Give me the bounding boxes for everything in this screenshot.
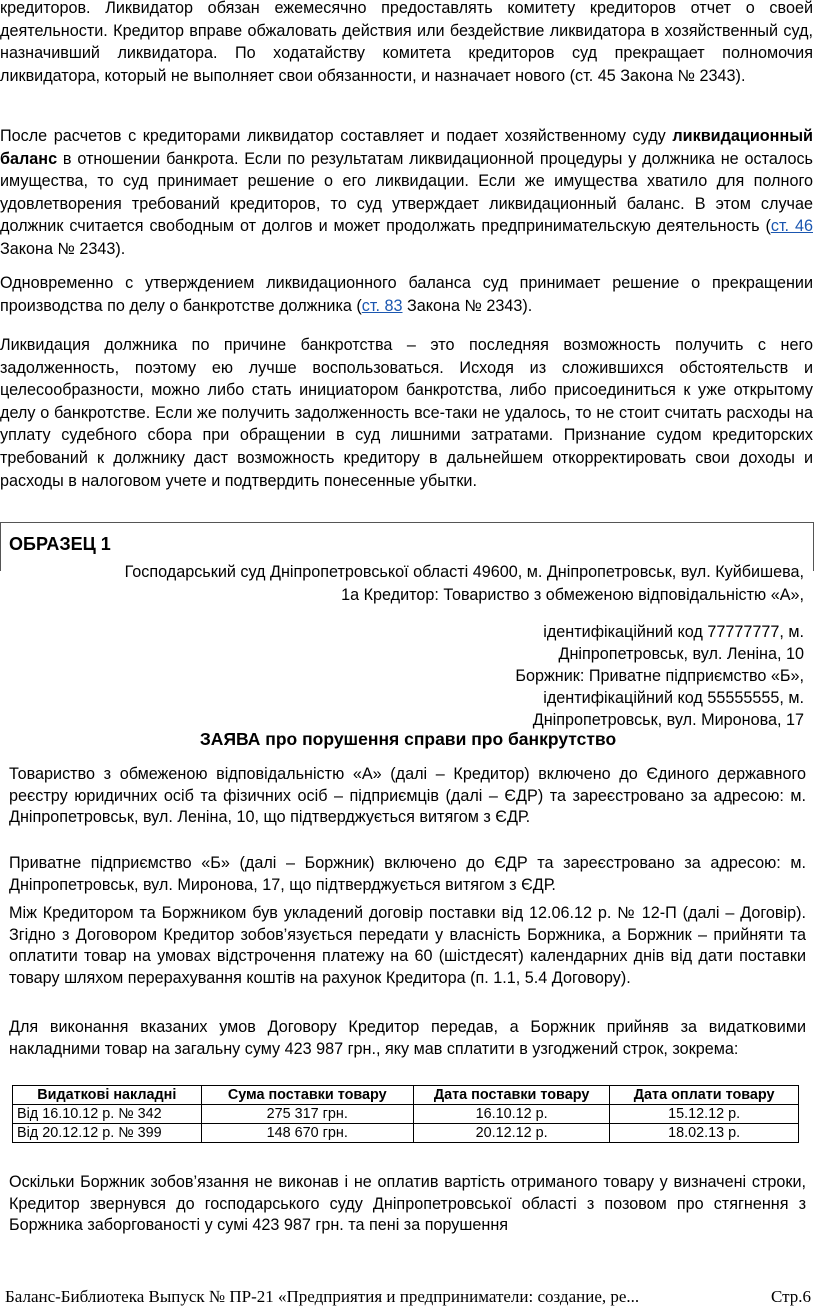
paragraph-text: Одновременно с утверждением ликвидационного баланса суд принимает решение о прекращении производства по делу о банкротстве должника (	[0, 274, 813, 315]
page-number: Стр.6	[770, 1287, 811, 1306]
table-cell: 148 670 грн.	[201, 1124, 413, 1143]
table-row	[13, 1124, 799, 1143]
column-header: Сума поставки товару	[201, 1086, 413, 1105]
application-paragraph-2: Приватне підприємство «Б» (далі – Боржник) включено до ЄДР та зареєстровано за адресою: м. Дніпропетровськ, вул. Миронова, 17, що підтверджується витягом з ЄДР.	[9, 854, 806, 894]
sample-title: ОБРАЗЕЦ 1	[9, 534, 111, 554]
intro-paragraph-3	[0, 272, 813, 317]
intro-paragraph-1: кредиторов. Ликвидатор обязан ежемесячно предоставлять комитету кредиторов отчет о своей деятельности. Кредитор вправе обжаловать действия или бездействие ликвидатора в хозяйственный суд, назначивший ликвидатора. По ходатайству комитета кредиторов суд прекращает полномочия ликвидатора, который не выполняет свои обязанности, и назначает нового (ст. 45 Закона № 2343).	[0, 0, 813, 85]
table-row	[13, 1105, 799, 1124]
application-paragraph-5: Оскільки Боржник зобов’язання не виконав і не оплатив вартість отриманого товару у визначені строки, Кредитор звернувся до господарського суду Дніпропетровської області з позовом про стягнення з Боржника заборгованості у сумі 423 987 грн. та пені за порушення	[9, 1173, 806, 1235]
table-cell: 20.12.12 р.	[413, 1124, 610, 1143]
table-cell: 15.12.12 р.	[610, 1105, 799, 1124]
address-line: Боржник: Приватне підприємство «Б»,	[515, 667, 804, 685]
application-paragraph-3: Між Кредитором та Боржником був укладений договір поставки від 12.06.12 р. № 12-П (далі – Договір). Згідно з Договором Кредитор зобов’язується передати у власність Боржника, а Боржник – прийняти та оплатити товар на умовах відстрочення платежу на 60 (шістдесят) календарних днів від дати поставки товару шляхом перерахування коштів на рахунок Кредитора (п. 1.1, 5.4 Договору).	[9, 904, 806, 987]
application-heading: ЗАЯВА про порушення справи про банкрутство	[199, 729, 617, 749]
address-line: 1а Кредитор: Товариство з обмеженою відповідальністю «А»,	[341, 586, 804, 604]
paragraph-text: После расчетов с кредиторами ликвидатор составляет и подает хозяйственному суду	[0, 127, 673, 145]
column-header: Дата поставки товару	[413, 1086, 610, 1105]
address-line: ідентифікаційний код 77777777, м.	[543, 623, 804, 641]
invoices-table	[12, 1085, 799, 1143]
bold-term: ликвидационный баланс	[0, 127, 813, 168]
law-article-link[interactable]: ст. 46	[770, 217, 813, 236]
column-header: Видаткові накладні	[13, 1086, 202, 1105]
footer-publication: Баланс-Библиотека Выпуск № ПР-21 «Предприятия и предприниматели: создание, ре...	[5, 1287, 640, 1306]
application-paragraph-4: Для виконання вказаних умов Договору Кредитор передав, а Боржник прийняв за видатковими накладними товар на загальну суму 423 987 грн., яку мав сплатити в узгоджений строк, зокрема:	[9, 1018, 806, 1058]
address-line: ідентифікаційний код 55555555, м.	[543, 689, 804, 707]
table-cell: 18.02.13 р.	[610, 1124, 799, 1143]
paragraph-text: Закона № 2343).	[0, 239, 126, 258]
law-article-link[interactable]: ст. 83	[361, 296, 403, 315]
page-footer	[5, 1287, 811, 1307]
table-cell: Від 16.10.12 р. № 342	[13, 1105, 202, 1124]
table-cell: 16.10.12 р.	[413, 1105, 610, 1124]
address-line: Господарський суд Дніпропетровської області 49600, м. Дніпропетровськ, вул. Куйбишева,	[124, 563, 804, 581]
paragraph-text: в отношении банкрота. Если по результатам ликвидационной процедуры у должника не осталось имущества, то суд принимает решение о его ликвидации. Если же имущества хватило для полного удовлетворения требований кредиторов, то суд утверждает ликвидационный баланс. В этом случае должник считается свободным от долгов и может продолжать предпринимательскую деятельность (	[0, 149, 813, 236]
intro-paragraph-2	[0, 125, 813, 261]
table-header-row	[13, 1086, 799, 1105]
column-header: Дата оплати товару	[610, 1086, 799, 1105]
application-paragraph-1: Товариство з обмеженою відповідальністю «А» (далі – Кредитор) включено до Єдиного державного реєстру юридичних осіб та фізичних осіб – підприємців (далі – ЄДР) та зареєстровано за адресою: м. Дніпропетровськ, вул. Леніна, 10, що підтверджується витягом з ЄДР.	[9, 765, 806, 827]
intro-paragraph-4: Ликвидация должника по причине банкротства – это последняя возможность получить с него задолженность, поэтому ею лучше воспользоваться. Исходя из сложившихся обстоятельств и целесообразности, можно либо стать инициатором банкротства, либо присоединиться к уже открытому делу о банкротстве. Если же получить задолженность все-таки не удалось, то не стоит считать расходы на уплату судебного сбора при обращении в суд лишними затратами. Признание судом кредиторских требований к должнику даст возможность кредитору в дальнейшем откорректировать свои доходы и расходы в налоговом учете и подтвердить понесенные убытки.	[0, 336, 813, 490]
paragraph-text: Закона № 2343).	[402, 296, 533, 315]
address-line: Дніпропетровськ, вул. Миронова, 17	[532, 711, 804, 729]
table-cell: Від 20.12.12 р. № 399	[13, 1124, 202, 1143]
table-cell: 275 317 грн.	[201, 1105, 413, 1124]
address-line: Дніпропетровськ, вул. Леніна, 10	[558, 645, 804, 663]
